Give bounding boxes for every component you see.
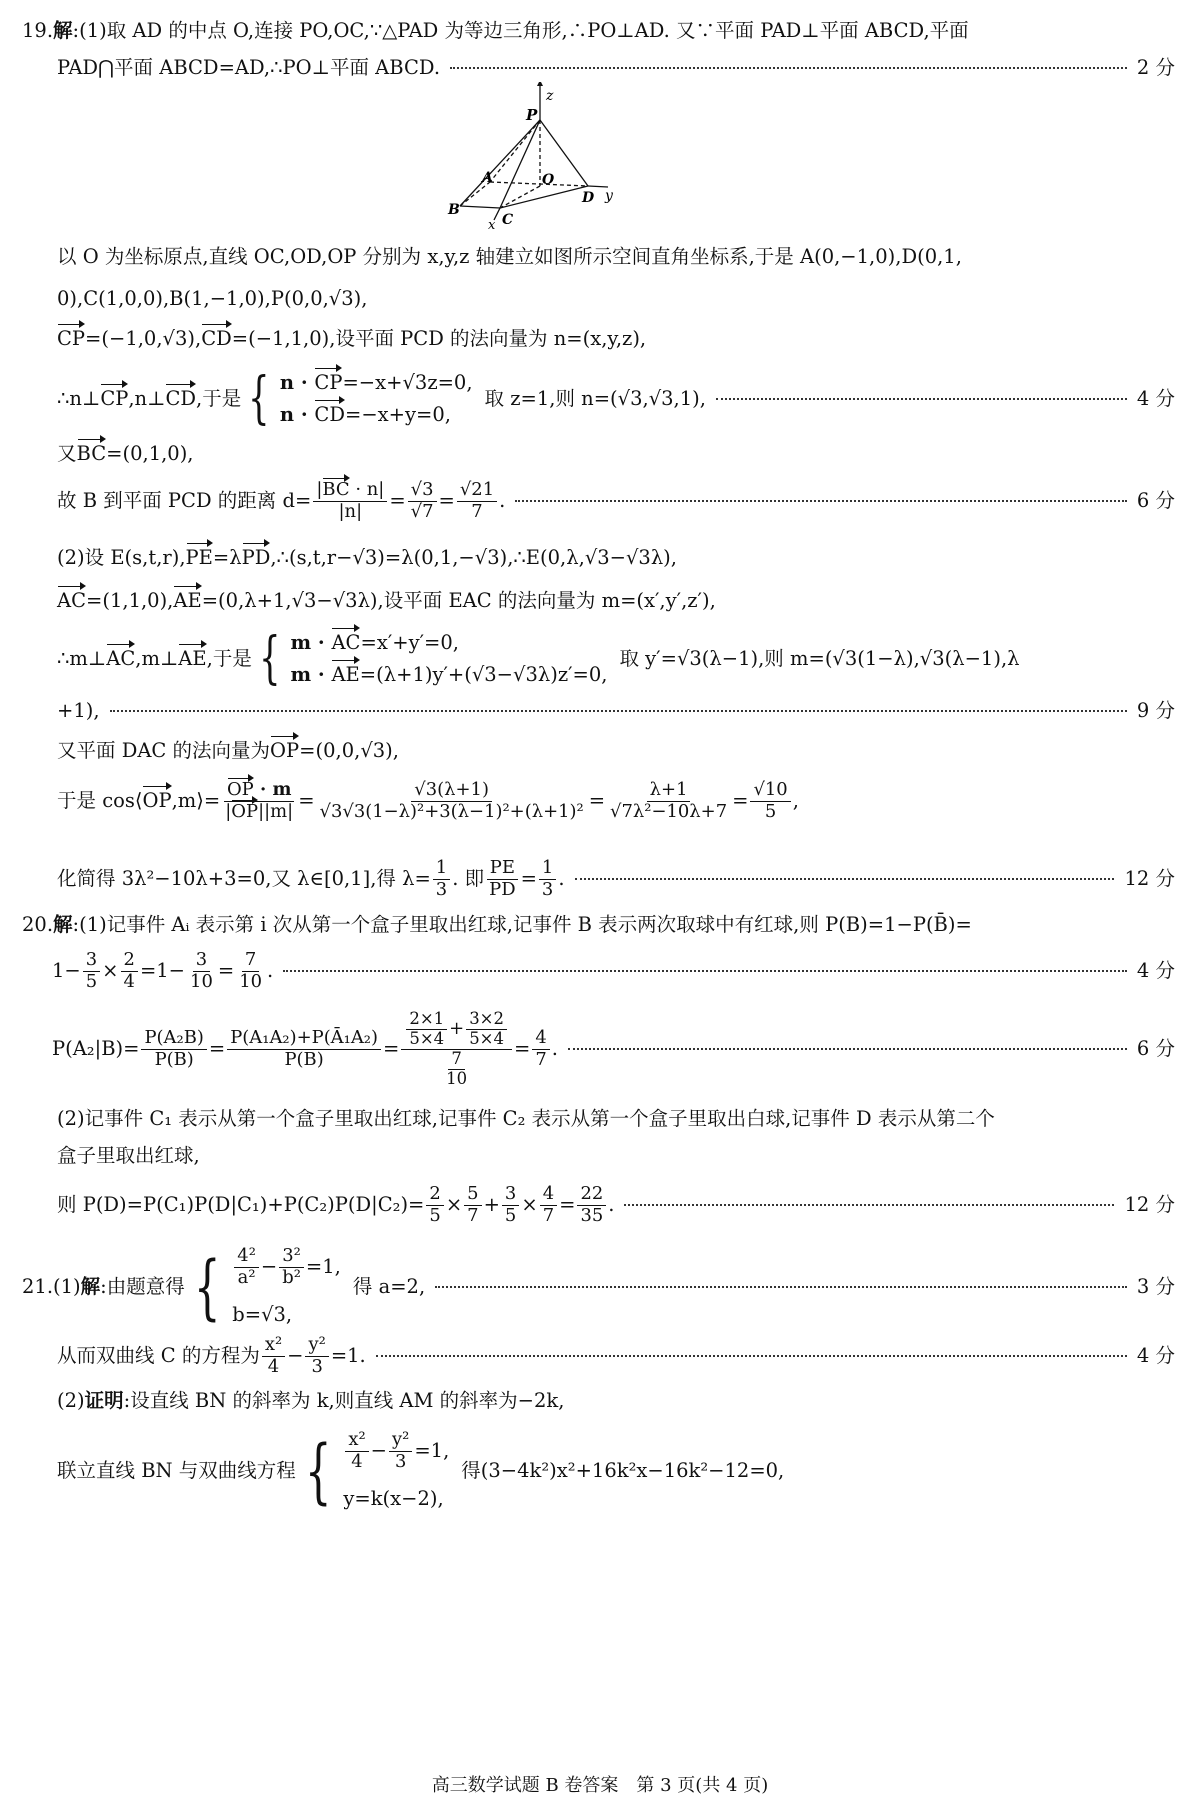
q19-line-11: ∴m⊥ AC ,m⊥ AE ,于是 { m · AC=x′+y′=0, m · AE=(λ+1)y′+(√3−√3λ)z′=0, 取 y′=√3(λ−1),则 m=(√3(1−λ),√3(λ−1),λ [57, 626, 1020, 692]
score: 9 分 [1136, 699, 1175, 722]
edge-AD [490, 182, 588, 186]
q19-text: PAD⋂平面 ABCD=AD,∴PO⊥平面 ABCD. [57, 56, 441, 79]
score: 3 分 [1136, 1275, 1175, 1299]
q21-line-1: 21. (1) 解 :由题意得 { $\frac{\text{4²}}{\text{a²}}$ − $\frac{\text{3²}}{\text{b²}}$ =1, b=√3, 得 a=2, 3 分 [22, 1245, 1175, 1329]
q19-line-3 [57, 244, 1175, 270]
q19-text: 取 z=1,则 n=(√3,√3,1), [484, 387, 706, 411]
vector-BC: BC [77, 441, 107, 467]
edge-CD [500, 186, 588, 208]
q20-number: 20. [22, 913, 54, 936]
q20-solution-label: 解 [53, 913, 73, 936]
q21-solution-label: 解 [80, 1275, 101, 1299]
dot-leader [575, 878, 1115, 880]
fraction: $\frac{√3(\lambda+1)}{\text{√3√3(1−λ)²+3(λ−1)²+(λ+1)²}}$ [319, 779, 584, 822]
label-D: D [582, 190, 595, 206]
label-O: O [542, 172, 555, 188]
q19-line-7: 又 BC =(0,1,0), [57, 441, 1175, 467]
q20-text: :(1)记事件 Aᵢ 表示第 i 次从第一个盒子里取出红球,记事件 B 表示两次取球中有红球,则 P(B)=1−P(B̄)= [72, 913, 972, 936]
q19-line-12: +1), 9 分 [57, 698, 1175, 724]
label-z: z [546, 88, 554, 104]
q20-line-2: 1− $\frac{3}{5}$ × $\frac{2}{4}$ =1− $\frac{3}{10}$ = $\frac{7}{10}$ . 4 分 [52, 949, 1175, 992]
q19-line-14: 于是 cos⟨ OP ,m⟩= $\frac{OP \cdot m}{|OP||m|}$ = $\frac{√3(\lambda+1)}{\text{√3√3(1−λ)²+3(λ−1)²+(λ+1)²}}$ = $\frac{\lambda+1}{\text{√7λ²−10λ+7}}$ = $\frac{√10}{5}$ , [57, 779, 799, 822]
q21-line-4: 联立直线 BN 与双曲线方程 { $\frac{\text{x²}}{4}$ − $\frac{\text{y²}}{3}$ =1, y=k(x−2), 得(3−4k²)x²+16k²x−16k²−12=0, [57, 1429, 785, 1513]
q19-line-4 [57, 286, 1175, 312]
q19-text: 0),C(1,0,0),B(1,−1,0),P(0,0,√3), [57, 287, 368, 310]
fraction: $\frac{|BC \cdot n|}{|n|}$ [313, 480, 387, 522]
score: 4 分 [1136, 1343, 1175, 1367]
dot-leader [568, 1048, 1127, 1050]
q19-text: 以 O 为坐标原点,直线 OC,OD,OP 分别为 x,y,z 轴建立如图所示空间直角坐标系,于是 A(0,−1,0),D(0,1, [57, 245, 962, 268]
q19-line-6 [57, 366, 1175, 432]
segment-OC [500, 186, 540, 208]
vector-CP: CP [100, 386, 128, 412]
vector-CP: CP [57, 326, 85, 352]
fraction: $\frac{OP \cdot m}{|OP||m|}$ [225, 779, 294, 822]
q19-text: ,于是 [196, 387, 242, 411]
q20-line-3: P(A₂|B)= $\frac{\text{P(A₂B)}}{P(B)}$ = $\frac{\text{P(A₁A₂)+P(Ā₁A₂)}}{P(B)}$ = $\frac{2\times 1}{5\times 4}$ + $\frac{3\times 2}{5\times 4}$ $\frac{7}{10}$ = $\frac{4}{7}$ . 6 分 [52, 1009, 1175, 1088]
q19-line-8: 故 B 到平面 PCD 的距离 d= $\frac{|BC \cdot n|}{|n|}$ = $\frac{√3}{√7}$ = $\frac{√21}{7}$ . 6 分 [57, 479, 1175, 522]
q19-text: =(−1,1,0),设平面 PCD 的法向量为 n=(x,y,z), [231, 327, 647, 350]
q21-proof-label: 证明 [84, 1389, 124, 1412]
edge-PB [460, 120, 540, 206]
label-x: x [488, 218, 496, 232]
page-footer: 高三数学试题 B 卷答案 第 3 页(共 4 页) [431, 1775, 769, 1796]
dot-leader [515, 500, 1127, 502]
q19-solution-label: 解 [53, 19, 73, 42]
q20-line-5 [57, 1143, 1175, 1169]
dot-leader [283, 970, 1127, 972]
q19-line-13: 又平面 DAC 的法向量为 OP =(0,0,√3), [57, 738, 1175, 764]
q20-text: 盒子里取出红球, [57, 1144, 200, 1167]
q19-text: 故 B 到平面 PCD 的距离 d= [57, 488, 312, 512]
q20-line-6: 则 P(D)=P(C₁)P(D|C₁)+P(C₂)P(D|C₂)= $\frac{2}{5}$ × $\frac{5}{7}$ + $\frac{3}{5}$ × $\frac{4}{7}$ = $\frac{22}{35}$ . 12 分 [57, 1183, 1175, 1226]
q19-line-2 [57, 55, 1175, 81]
dot-leader [450, 67, 1127, 69]
score: 4 分 [1136, 387, 1175, 411]
q19-text: ∴n⊥ [57, 387, 101, 411]
vector-CD: CD [201, 326, 232, 352]
q20-text: (2)记事件 C₁ 表示从第一个盒子里取出红球,记事件 C₂ 表示从第一个盒子里取出白球,记事件 D 表示从第二个 [57, 1107, 995, 1130]
score: 4 分 [1136, 958, 1175, 982]
q19-number: 19. [22, 19, 54, 42]
q21-line-2: 从而双曲线 C 的方程为 $\frac{\text{x²}}{4}$ − $\frac{\text{y²}}{3}$ =1. 4 分 [57, 1334, 1175, 1377]
dot-leader [376, 1355, 1127, 1357]
q19-line-15: 化简得 3λ²−10λ+3=0,又 λ∈[0,1],得 λ= $\frac{1}{3}$ . 即 $\frac{PE}{PD}$ = $\frac{1}{3}$ . 12 分 [57, 857, 1175, 900]
equation-system: { n · CP=−x+√3z=0, n · CD=−x+y=0, [248, 366, 473, 432]
equation-system: { $\frac{\text{4²}}{\text{a²}}$ − $\frac{\text{3²}}{\text{b²}}$ =1, b=√3, [193, 1245, 341, 1329]
q19-line-5 [57, 326, 1175, 352]
label-A: A [482, 170, 493, 186]
equation-system: { $\frac{\text{x²}}{4}$ − $\frac{\text{y²}}{3}$ =1, y=k(x−2), [304, 1429, 450, 1513]
fraction: $\frac{√3}{√7}$ [408, 480, 437, 522]
score: 12 分 [1124, 1192, 1175, 1216]
q21-line-3: (2) 证明 :设直线 BN 的斜率为 k,则直线 AM 的斜率为−2k, [57, 1388, 1175, 1414]
edge-PA [490, 120, 540, 182]
compound-fraction: $\frac{2\times 1}{5\times 4}$ + $\frac{3\times 2}{5\times 4}$ $\frac{7}{10}$ [401, 1010, 512, 1089]
q19-text: =(−1,0,√3), [85, 327, 202, 350]
q19-text: 取 y′=√3(λ−1),则 m=(√3(1−λ),√3(λ−1),λ [619, 647, 1020, 671]
dot-leader [435, 1286, 1127, 1288]
q19-line-9: (2)设 E(s,t,r), PE =λ PD ,∴(s,t,r−√3)=λ(0,1,−√3),∴E(0,λ,√3−√3λ), [57, 545, 1175, 571]
score: 2 分 [1136, 56, 1175, 79]
label-C: C [502, 212, 514, 228]
y-axis [588, 186, 608, 187]
q20-line-1 [22, 912, 1175, 938]
score: 6 分 [1136, 488, 1175, 512]
q19-text: :(1)取 AD 的中点 O,连接 PO,OC,∵△PAD 为等边三角形,∴PO⊥AD. 又∵平面 PAD⊥平面 ABCD,平面 [72, 19, 969, 42]
pyramid-diagram [440, 82, 640, 232]
q20-line-4 [57, 1106, 1175, 1132]
q21-number: 21. [22, 1275, 54, 1299]
score: 12 分 [1124, 866, 1175, 890]
edge-PC [500, 120, 540, 208]
vector-CD: CD [165, 386, 196, 412]
edge-BC [460, 206, 500, 208]
q19-line-1 [22, 18, 1175, 44]
equation-system: { m · AC=x′+y′=0, m · AE=(λ+1)y′+(√3−√3λ)z′=0, [258, 626, 608, 692]
label-P: P [526, 106, 538, 124]
q19-text: ,n⊥ [128, 387, 166, 411]
fraction: $\frac{√21}{7}$ [457, 480, 497, 522]
label-B: B [448, 202, 460, 218]
fraction: $\frac{√10}{5}$ [750, 780, 790, 822]
fraction: $\frac{\lambda+1}{\text{√7λ²−10λ+7}}$ [610, 779, 728, 822]
dot-leader [110, 710, 1127, 712]
dot-leader [716, 398, 1127, 400]
score: 6 分 [1136, 1037, 1175, 1061]
dot-leader [624, 1204, 1114, 1206]
label-y: y [605, 188, 613, 204]
q19-line-10: AC =(1,1,0), AE =(0,λ+1,√3−√3λ),设平面 EAC 的法向量为 m=(x′,y′,z′), [57, 588, 1175, 614]
